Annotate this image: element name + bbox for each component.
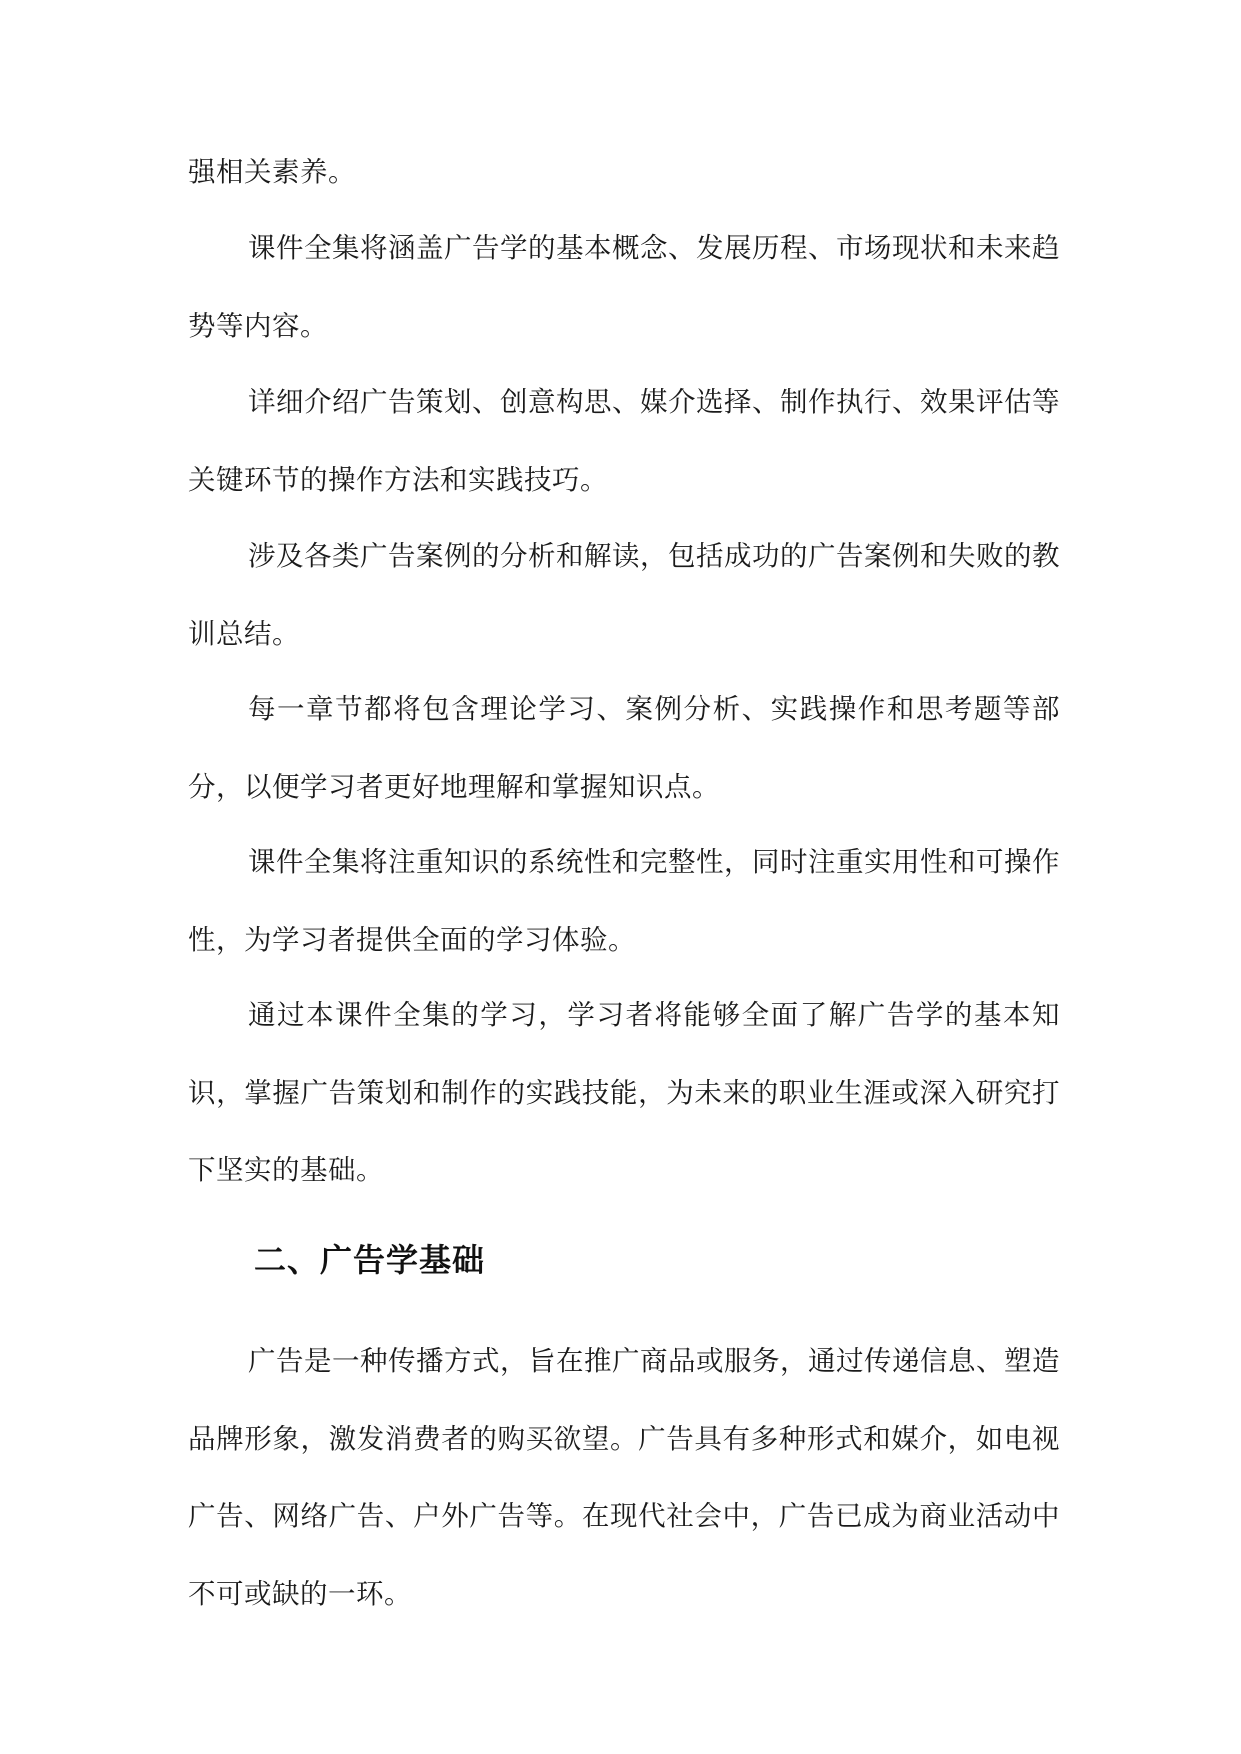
paragraph-case-studies: 涉及各类广告案例的分析和解读，包括成功的广告案例和失败的教训总结。 — [188, 540, 1060, 650]
paragraph-course-scope: 课件全集将涵盖广告学的基本概念、发展历程、市场现状和未来趋势等内容。 — [188, 232, 1060, 342]
paragraph-continuation: 强相关素养。 — [188, 156, 356, 188]
paragraph-operation-details: 详细介绍广告策划、创意构思、媒介选择、制作执行、效果评估等关键环节的操作方法和实践技巧。 — [188, 386, 1060, 496]
paragraph-systematic-content: 课件全集将注重知识的系统性和完整性，同时注重实用性和可操作性，为学习者提供全面的学习体验。 — [188, 846, 1060, 956]
paragraph-learning-outcome: 通过本课件全集的学习，学习者将能够全面了解广告学的基本知识，掌握广告策划和制作的实践技能，为未来的职业生涯或深入研究打下坚实的基础。 — [188, 999, 1060, 1186]
paragraph-chapter-structure: 每一章节都将包含理论学习、案例分析、实践操作和思考题等部分，以便学习者更好地理解和掌握知识点。 — [188, 693, 1060, 803]
paragraph-advertising-definition: 广告是一种传播方式，旨在推广商品或服务，通过传递信息、塑造品牌形象，激发消费者的购买欲望。广告具有多种形式和媒介，如电视广告、网络广告、户外广告等。在现代社会中，广告已成为商业活动中不可或缺的一环。 — [188, 1345, 1060, 1610]
section-heading: 二、广告学基础 — [254, 1241, 486, 1279]
